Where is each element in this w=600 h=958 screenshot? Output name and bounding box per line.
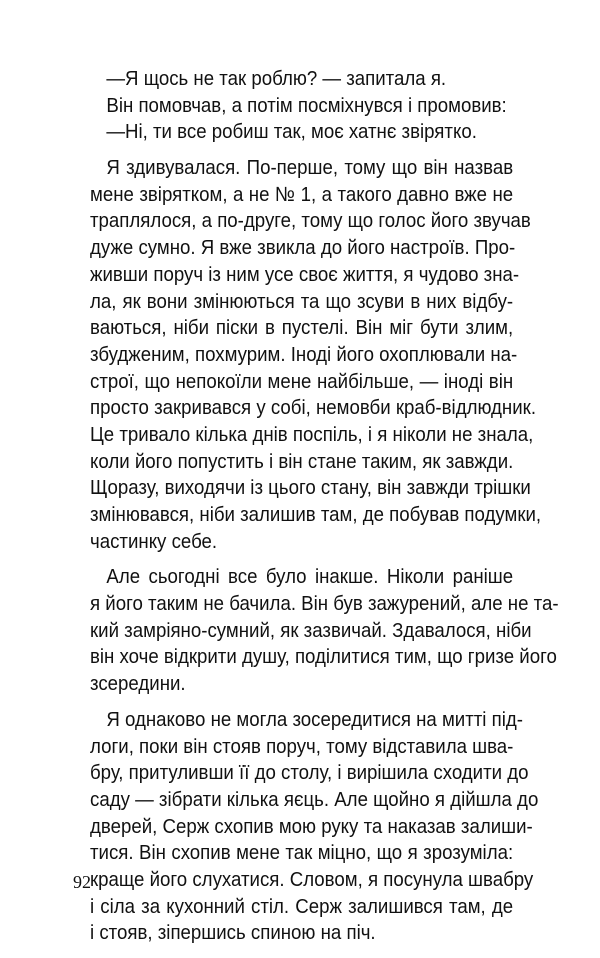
text-line: Я здивувалася. По-перше, тому що він назвав	[106, 156, 514, 180]
paragraph	[90, 564, 559, 697]
text-line: дверей, Серж схопив мою руку та наказав залиши-	[90, 814, 533, 838]
text-line: бру, притуливши її до столу, і вирішила сходити до	[90, 761, 529, 785]
text-line: строї, що непокоїли мене найбільше, — іноді він	[90, 369, 514, 393]
text-line: змінювався, ніби залишив там, де побував подумки,	[90, 503, 542, 526]
text-line: ла, як вони змінюються та що зсуви в них відбу-	[90, 289, 514, 313]
text-line: збудженим, похмурим. Іноді його охоплювали на-	[90, 342, 518, 366]
text-line: Щоразу, виходячи із цього стану, він завжди трішки	[90, 476, 531, 500]
paragraph	[90, 66, 513, 93]
text-line: я його таким не бачила. Він був зажурений, але не та-	[90, 592, 559, 616]
text-line: тися. Він схопив мене так міцно, що я зрозуміла:	[90, 841, 514, 865]
text-line: Це тривало кілька днів поспіль, і я ніколи не знала,	[90, 422, 534, 446]
text-line: дуже сумно. Я вже звикла до його настроїв. Про-	[90, 236, 516, 260]
text-line: Але сьогодні все було інакше. Ніколи раніше	[106, 565, 514, 589]
paragraph	[90, 93, 513, 120]
text-line: саду — зібрати кілька яєць. Але щойно я дійшла до	[90, 787, 539, 811]
text-line: Я однаково не могла зосередитися на митті під-	[106, 707, 523, 731]
text-line: просто закривався у собі, немовби краб-відлюдник.	[90, 396, 536, 420]
text-line: —Ні, ти все робиш так, моє хатнє звірятко.	[106, 120, 477, 144]
text-line: зсередини.	[90, 672, 186, 696]
paragraph	[90, 119, 513, 146]
text-line: і сіла за кухонний стіл. Серж залишився там, де	[90, 894, 514, 918]
text-line: живши поруч із ним усе своє життя, я чудово зна-	[90, 262, 520, 286]
page-number: 92	[73, 872, 91, 892]
text-line: —Я щось не так роблю? — запитала я.	[106, 67, 447, 90]
text-line: логи, поки він стояв поруч, тому відставила шва-	[90, 734, 514, 758]
text-line: Він помовчав, а потім посміхнувся і промовив:	[106, 93, 507, 117]
page-text-block	[90, 66, 559, 947]
text-line: частинку себе.	[90, 529, 218, 553]
text-line: і стояв, зіпершись спиною на піч.	[90, 921, 376, 945]
text-line: мене звірятком, а не № 1, а такого давно вже не	[90, 182, 514, 206]
text-line: кий замріяно-сумний, як зазвичай. Здавалося, ніби	[90, 618, 532, 642]
paragraph	[90, 155, 542, 555]
text-line: краще його слухатися. Словом, я посунула швабру	[90, 867, 534, 891]
text-line: він хоче відкрити душу, поділитися тим, що гризе його	[90, 645, 557, 669]
text-line: траплялося, а по-друге, тому що голос його звучав	[90, 209, 531, 233]
text-line: коли його попустить і він стане таким, як завжди.	[90, 449, 514, 473]
paragraph	[90, 707, 539, 947]
text-line: ваються, ніби піски в пустелі. Він міг бути злим,	[90, 316, 514, 340]
